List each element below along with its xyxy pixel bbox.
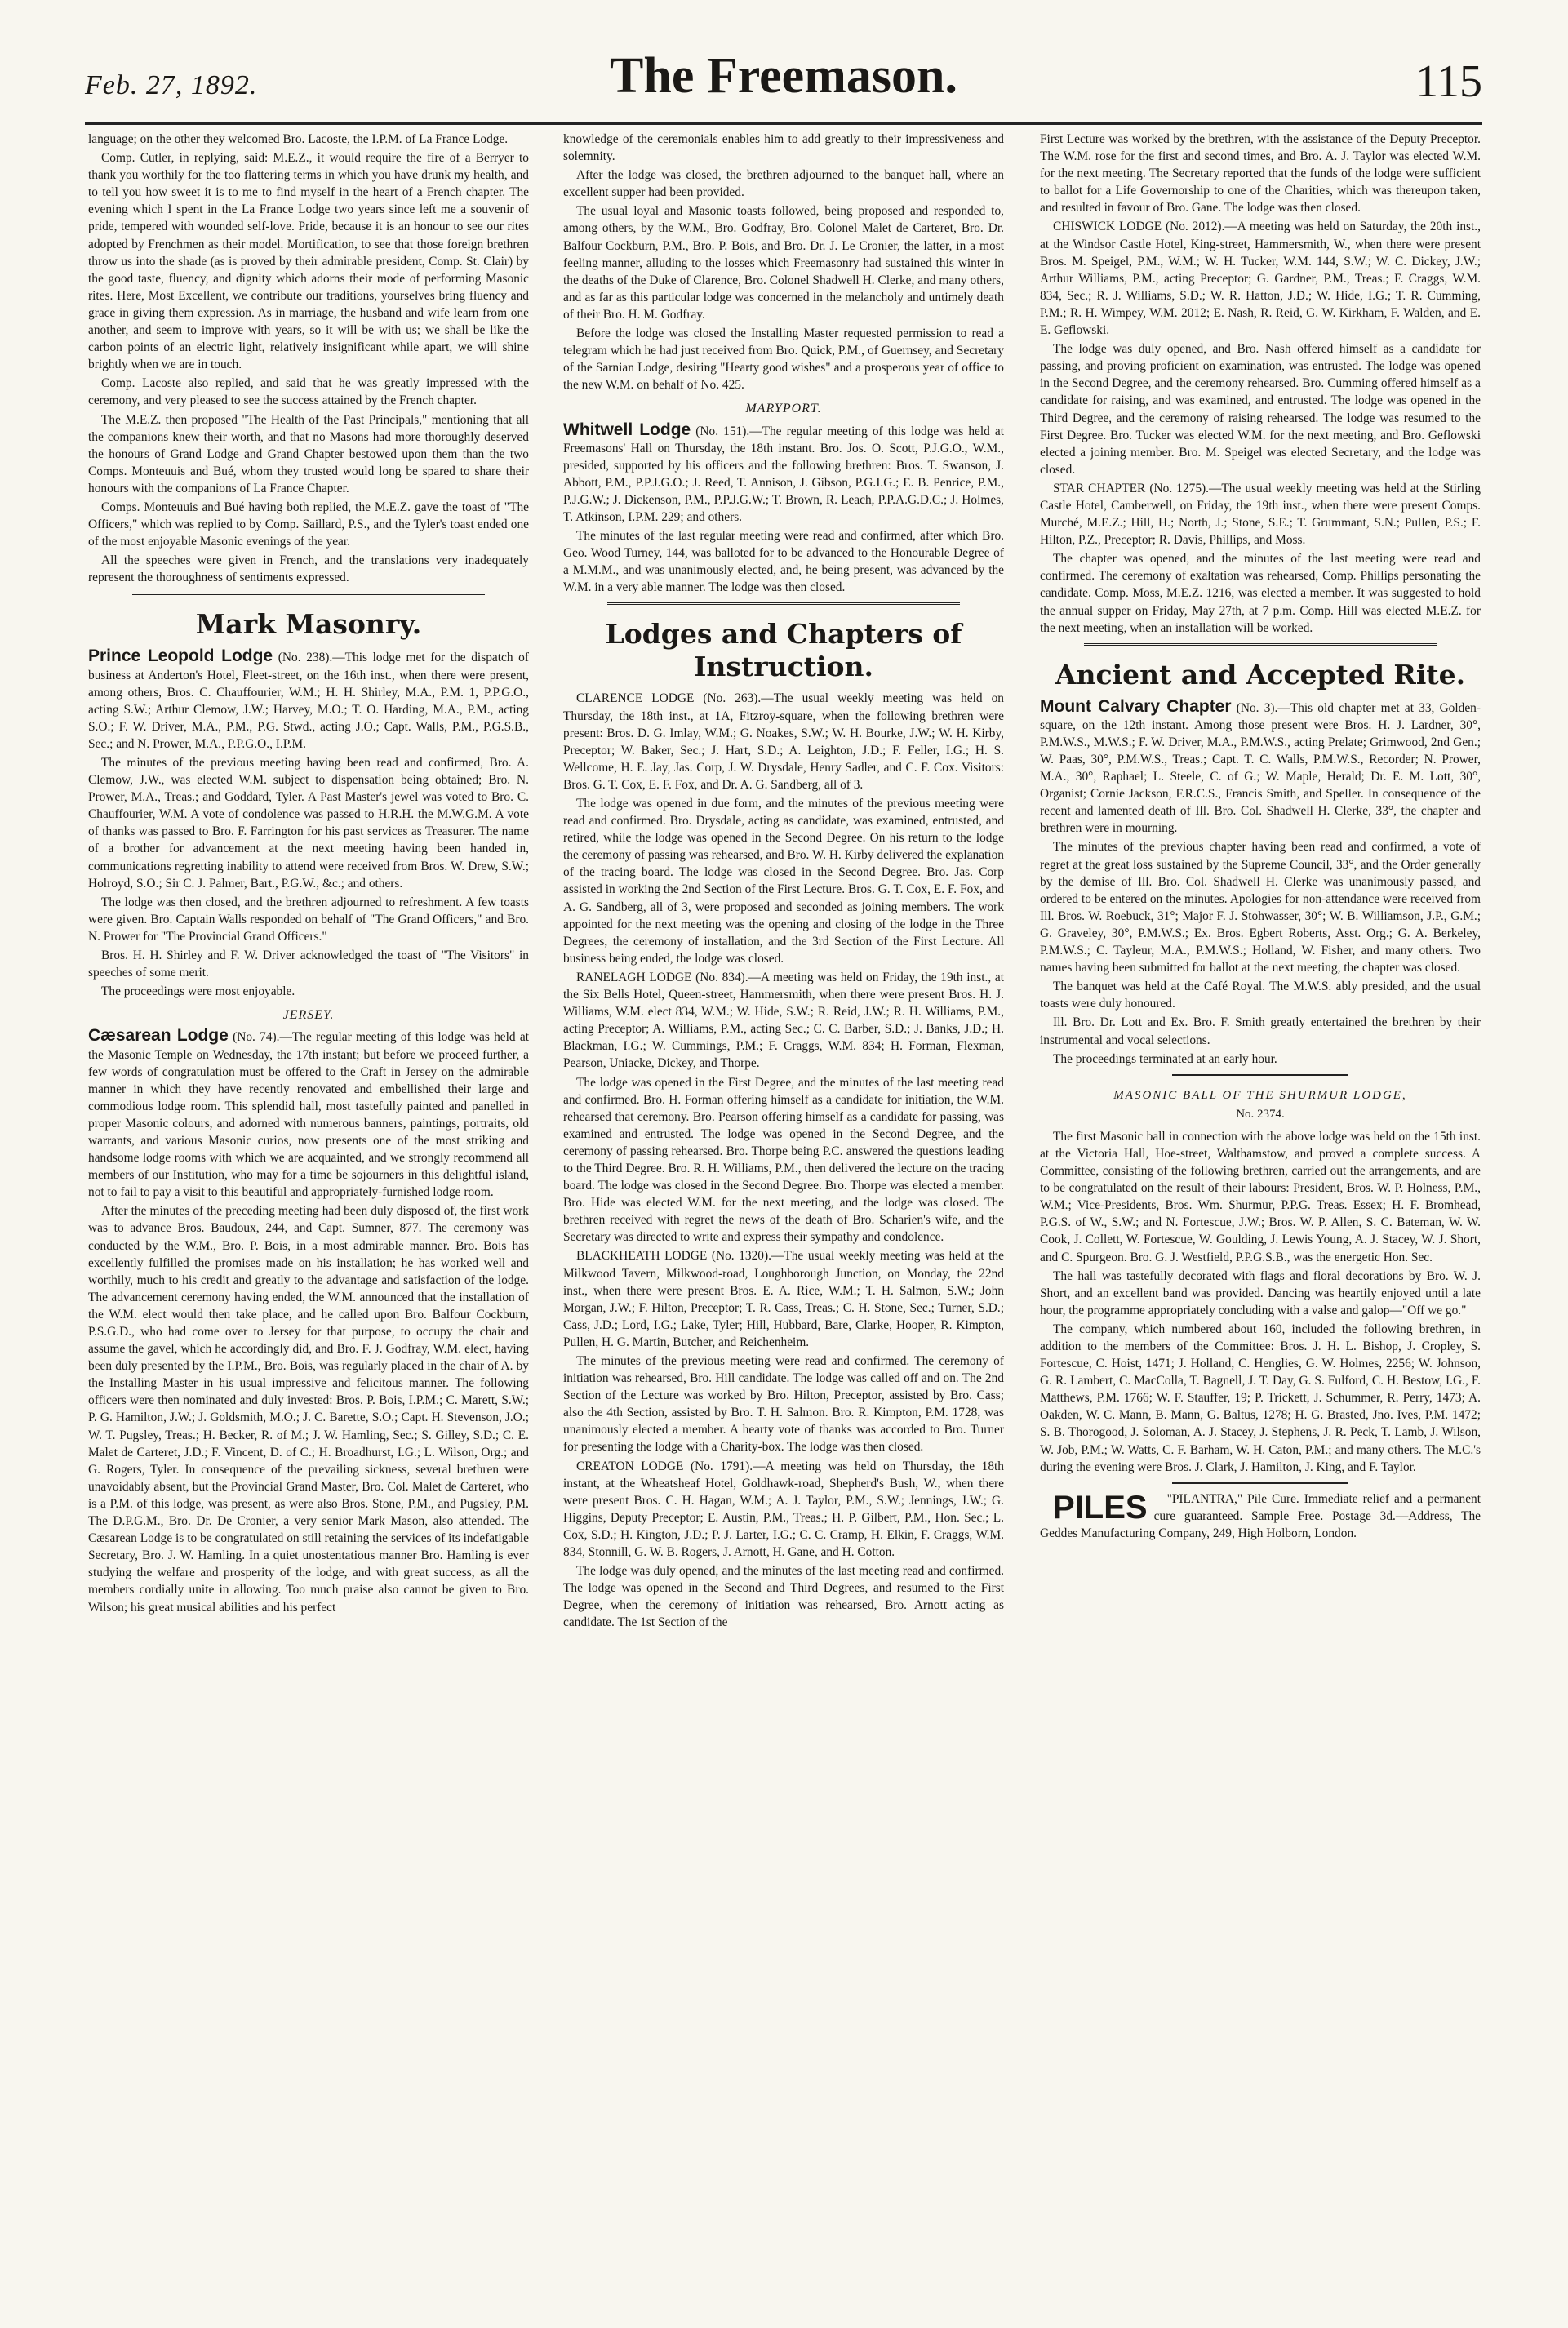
paragraph: The lodge was duly opened, and Bro. Nash offered himself as a candidate for passing, and proving proficient on examination, was entrusted. The lodge was opened in the Second Degree, and the ceremony rehearsed. Bro. Cumming offered himself as a candidate for raising, and was examined, and entrusted. The lodge was opened in the Third Degree, and the ceremony of raising rehearsed. The lodge was resumed to the First Degree. Bro. Tucker was elected W.M. for the next meeting, and Bro. Geflowski elected a joining member. Bro. M. Speigel was elected Secretary, and the lodge was closed. [1040, 342, 1481, 477]
paragraph: The usual loyal and Masonic toasts followed, being proposed and responded to, among others, by the W.M., Bro. Godfray, Bro. Colonel Malet de Carteret, Bro. Dr. Balfour Cockburn, P.M., Bro. P. Bois, and Bro. Dr. J. Le Cronier, the latter, in a most feeling manner, alluding to the losses which Freemasonry had sustained this winter in the deaths of the Duke of Clarence, Bro. Colonel Shadwell H. Clerke, and many others, and as far as this particular lodge was concerned in the melancholy and untimely death of their Bro. H. M. Godfray. [563, 204, 1004, 322]
paragraph: After the minutes of the preceding meeting had been duly disposed of, the first work was to advance Bros. Baudoux, 244, and Capt. Sumner, 877. The ceremony was conducted by the W.M., Bro. P. Bois, in a most admirable manner. Bro. Bois has excellently fulfilled the promises made on his installation; he has worked well and worthily, much to his credit and greatly to the advantage and satisfaction of the lodge. The advancement ceremony having ended, the W.M. announced that the installation of the W.M. elect would then take place, and he called upon Bro. Balfour Cockburn, P.S.G.D., who had come over to Jersey for that purpose, to occupy the chair and assume the gavel, which he accordingly did, and Bro. F. J. Godfray, W.M. elect, having been duly presented by the I.P.M., Bro. Bois, was regularly placed in the chair of A. by the Installing Master in his usual impressive and felicitous manner. The following officers were then nominated and duly invested: Bros. P. Bois, I.P.M.; C. Marett, S.W.; P. G. Hamilton, J.W.; J. Goldsmith, M.O.; J. C. Barette, S.O.; Capt. H. Stevenson, J.O.; W. T. Pugsley, Treas.; H. Becker, R. of M.; J. W. Hamling, Sec.; S. Gilley, S.D.; C. E. Malet de Carteret, J.D.; F. Vincent, D. of C.; H. Broadhurst, I.G.; L. Wilson, Org.; and G. Rogers, Tyler. In consequence of the prevailing sickness, several brethren were unavoidably absent, but the Provincial Grand Master, Bro. Col. Malet de Carteret, who is a P.M. of this lodge, was present, as were also Bros. Stone, P.M., and Pugsley, P.M. The D.P.G.M., Bro. Dr. De Cronier, a very senior Mark Mason, also attended. The Cæsarean Lodge is to be congratulated on still retaining the services of its indefatigable Secretary, Bro. J. W. Hamling. In a quiet unostentatious manner Bro. Hamling is ever studying the welfare and prosperity of the lodge, and with great success, as all the members cordially unite in allowing. Too much praise also cannot be given to Bro. Wilson; his great musical abilities and his perfect [88, 1204, 529, 1615]
section-heading-lodges-of-instruction: Lodges and Chapters of Instruction. [605, 618, 962, 683]
paragraph: After the lodge was closed, the brethren adjourned to the banquet hall, where an excellent supper had been provided. [563, 168, 1004, 200]
paragraph: The company, which numbered about 160, included the following brethren, in addition to the members of the Committee: Bros. J. H. L. Bishop, J. Cropley, S. Fortescue, C. Hoist, 1471; J. Holland, C. Henglies, G. W. Holmes, 2256; W. Johnson, G. R. Lambert, C. MacColla, T. Bagnell, J. T. Day, G. S. Fulford, C. H. Bestow, I.G., F. Matthews, P.M. 1766; W. F. Stauffer, 19; P. Trickett, J. Schummer, R. Perry, 1473; A. Oakden, W. C. Mann, B. Mann, G. Baltus, 1278; H. G. Brasted, Jno. Ives, P.M. 1472; S. B. Thorogood, J. Soloman, A. J. Stacey, J. Stephens, J. R. Peck, T. Lamb, J. Wilson, W. Job, P.M.; W. Watts, C. F. Barham, W. H. Caton, P.M.; and many others. The M.C.'s during the evening were Bros. J. Clark, J. Hamilton, J. King, and F. Taylor. [1040, 1322, 1481, 1474]
lodge-report [88, 647, 529, 753]
paragraph: (No. 238).—This lodge met for the dispatch of business at Anderton's Hotel, Fleet-street, on the 16th inst., when there were present, among others, Bros. C. Chauffourier, W.M.; H. H. Shirley, M.A., P.M. 1, P.P.G.O., acting S.W.; Arthur Clemow, J.W.; Harvey, M.O.; T. O. Harding, M.A., P.M., acting S.O.; F. W. Driver, M.A., P.M., P.G. Stwd., acting J.O.; Capt. Walls, P.M., P.G.S.B., Sec.; and N. Prower, M.A., P.P.G.O., I.P.M. [88, 651, 529, 751]
paragraph: The proceedings were most enjoyable. [101, 984, 295, 999]
paragraph: The minutes of the previous meeting having been read and confirmed, Bro. A. Clemow, J.W., was elected W.M. subject to dispensation being obtained; Bro. N. Prower, M.A., Treas.; and Goddard, Tyler. A Past Master's jewel was voted to Bro. C. Chauffourier, W.M. A vote of condolence was passed to H.R.H. the M.W.G.M. A vote of thanks was passed to Bro. F. Farrington for his past services as Treasurer. The name of a brother for advancement at the next meeting having been handed in, communications regretting inability to attend were received from Bros. W. Drew, S.W.; Holroyd, S.O.; Sir C. J. Palmer, Bart., P.G.W., &c.; and others. [88, 756, 529, 891]
section-rule [132, 593, 485, 598]
paragraph: language; on the other they welcomed Bro. Lacoste, the I.P.M. of La France Lodge. [88, 132, 509, 146]
lodge-report [563, 421, 1004, 526]
paragraph: All the speeches were given in French, and the translations very inadequately represent the thoroughness of sentiments expressed. [88, 553, 529, 585]
place-heading-maryport: MARYPORT. [745, 402, 822, 416]
paragraph: (No. 3).—This old chapter met at 33, Golden-square, on the 12th instant. Among those present were Bros. H. J. Lardner, 30°, P.M.W.S., M.W.S.; F. W. Driver, M.A., P.M.W.S., acting Prelate; Grimwood, 2nd Gen.; W. Paas, 30°, P.M.W.S., Treas.; Capt. T. C. Walls, P.M.W.S., Recorder; N. Prower, M.A., 30°, Raphael; L. Steele, C. of G.; W. Maple, Herald; Dr. E. M. Lott, 30°, Organist; Cornie Jackson, F.R.C.S., Francis Smith, and Speller. In consequence of the recent and lamented death of Ill. Bro. Col. Shadwell H. Clerke, 33°, the chapter and brethren were in mourning. [1040, 700, 1481, 836]
chapter-name: Mount Calvary Chapter [1040, 696, 1232, 716]
paragraph: The hall was tastefully decorated with flags and floral decorations by Bro. W. J. Short, and an excellent band was provided. Dancing was heartily enjoyed until a late hour, the programme appropriately concluding with a valse and galop—"Off we go." [1040, 1268, 1481, 1317]
ad-text: "PILANTRA," Pile Cure. Immediate relief and a permanent cure guaranteed. Sample Free. Postage 3d.—Address, The Geddes Manufacturing Company, 249, High Holborn, London. [1040, 1491, 1481, 1540]
paragraph: The banquet was held at the Café Royal. The M.W.S. ably presided, and the usual toasts were duly honoured. [1040, 980, 1481, 1011]
section-heading-ancient-accepted-rite: Ancient and Accepted Rite. [1055, 658, 1466, 691]
paragraph: (No. 151).—The regular meeting of this lodge was held at Freemasons' Hall on Thursday, the 18th instant. Bro. Jos. O. Scott, P.J.G.O., W.M., presided, supported by his officers and the following brethren: Bros. T. Swanson, J. Abbott, P.M., P.P.J.G.O.; J. Reed, T. Annison, J. Gibson, P.G.I.G.; E. B. Penrice, P.M., P.J.G.W.; J. Dickenson, P.M., P.P.J.G.W.; T. Brown, R. Leach, P.P.A.G.D.C.; J. Holmes, T. Atkinson, I.P.M. 229; and others. [563, 424, 1004, 524]
paragraph: Before the lodge was closed the Installing Master requested permission to read a telegram which he had just received from Bro. Quick, P.M., of Guernsey, and Secretary of the Sarnian Lodge, desiring "Hearty good wishes" and a prosperous year of office to the new W.M. on behalf of No. 425. [563, 327, 1004, 393]
chapter-report [1040, 698, 1481, 837]
paragraph: The lodge was then closed, and the brethren adjourned to refreshment. A few toasts were given. Bro. Captain Walls responded on behalf of "The Grand Officers," and Bro. N. Prower for "The Provincial Grand Officers." [88, 895, 529, 944]
paragraph: STAR CHAPTER (No. 1275).—The usual weekly meeting was held at the Stirling Castle Hotel, Camberwell, on Friday, the 19th inst., when there were present Comps. Murché, M.E.Z.; Hill, H.; North, J.; Stone, S.E.; T. Grummant, S.N.; Pullen, P.S.; F. Hilton, P.Z., Preceptor; R. Davis, Phillips, and Moss. [1040, 481, 1481, 548]
paragraph: knowledge of the ceremonials enables him to add greatly to their impressiveness and solemnity. [563, 132, 1004, 164]
lodge-name: Whitwell Lodge [563, 420, 691, 439]
paragraph: The lodge was opened in due form, and the minutes of the previous meeting were read and confirmed. Bro. Drysdale, acting as candidate, was examined, entrusted, and retired, while the lodge was opened in the Second Degree. On his return to the lodge the ceremony of passing was rehearsed, and Bro. W. H. Kirby delivered the explanation of the tracing board. The lodge was closed in the Second Degree. Bro. Jas. Corp assisted in working the 2nd Section of the First Lecture. Bros. G. T. Cox, E. F. Fox, and A. G. Sandberg, all of 3, were proposed and seconded as joining members. The work appointed for the next meeting was the opening and closing of the lodge in the Three Degrees, the ceremony of installation, and the 3rd Section of the First Lecture. All business being ended, the lodge was closed. [563, 797, 1004, 966]
paragraph: CREATON LODGE (No. 1791).—A meeting was held on Thursday, the 18th instant, at the Wheatsheaf Hotel, Goldhawk-road, Shepherd's Bush, W., when there were present Bros. C. H. Hagan, W.M.; A. J. Taylor, P.M., S.W.; Jennings, J.W.; G. Higgins, Deputy Preceptor; E. Austin, P.M., Treas.; H. P. Gilbert, P.M., Hon. Sec.; L. Cox, S.D.; H. Kington, J.D.; P. J. Larter, I.G.; C. C. Cramp, H. Elkin, F. Craggs, W.M. 834, Stonnill, G. W. B. Rogers, J. Arnott, H. Gane, and H. Cotton. [563, 1459, 1004, 1560]
paragraph: Comps. Monteuuis and Bué having both replied, the M.E.Z. gave the toast of "The Officers," which was replied to by Comp. Saillard, P.S., and the Tyler's toast ended one of the most enjoyable Masonic evenings of the year. [88, 500, 529, 549]
issue-date: Feb. 27, 1892. [85, 70, 258, 100]
page-number: 115 [1415, 56, 1482, 107]
divider [1172, 1482, 1348, 1484]
header-rule [85, 122, 1482, 125]
paragraph: The minutes of the previous chapter having been read and confirmed, a vote of regret at the great loss sustained by the Supreme Council, 33°, and the Order generally by the demise of Ill. Bro. Col. Shadwell H. Clerke was unanimously passed, and ordered to be entered on the minutes. Apologies for non-attendance were received from Ill. Bros. W. Roebuck, 31°; Major F. J. Stohwasser, 30°; W. B. Williamson, J.P., G.M.; G. Graveley, 30°, P.M.W.S.; Ex. Bros. Egbert Roberts, Asst. Org.; G. A. Berkeley, P.M.W.S.; C. Tayleur, M.A., P.M.W.S.; Holland, W. Fisher, and many others. Two names having been submitted for ballot at the next meeting, the chapter was closed. [1040, 840, 1481, 975]
masthead-title: The Freemason. [610, 48, 957, 104]
paragraph: The chapter was opened, and the minutes of the last meeting were read and confirmed. The ceremony of exaltation was rehearsed, Comp. Phillips personating the candidate. Comp. Moss, M.E.Z. 1216, was elected a member. It was suggested to hold the annual supper on Friday, May 27th, at 7 p.m. Comp. Hill was elected M.E.Z. for the next meeting, when an installation will be worked. [1040, 552, 1481, 635]
paragraph: CHISWICK LODGE (No. 2012).—A meeting was held on Saturday, the 20th inst., at the Windsor Castle Hotel, King-street, Hammersmith, W., when there were present Bros. M. Speigel, P.M., W.M.; W. H. Tucker, W.M. 144, S.W.; W. C. Dickey, J.W.; Arthur Williams, P.M., acting Preceptor; G. Gardner, P.M., Treas.; F. Craggs, W.M. 834, Sec.; R. J. Williams, S.D.; W. R. Hatton, J.D.; W. Hide, I.G.; T. R. Cumming, P.M.; R. H. Wimpey, W.M. 2012; E. Nash, R. Reid, G. W. Kirkham, F. Walden, and E. E. Geflowski. [1040, 220, 1481, 338]
section-rule [1084, 643, 1437, 649]
paragraph: RANELAGH LODGE (No. 834).—A meeting was held on Friday, the 19th inst., at the Six Bells Hotel, Queen-street, Hammersmith, when there were present Bros. H. J. Williams, W.M. elect 834, W.M.; W. Hide, S.W.; R. Reid, J.W.; R. H. Williams, P.M., acting Preceptor; A. Williams, P.M., acting Sec.; C. C. Barber, S.D.; J. Banks, J.D.; H. Blackman, I.G.; W. Cummings, P.M.; F. Craggs, W.M. 834; H. Forman, Flexman, Pearson, Uniacke, Dickey, and Thorpe. [563, 970, 1004, 1071]
paragraph: The minutes of the last regular meeting were read and confirmed, after which Bro. Geo. Wood Turney, 144, was balloted for to be advanced to the Honourable Degree of a M.M.M., and was unanimously elected, and, he being present, was advanced by the W.M. in a very able manner. The lodge was then closed. [563, 529, 1004, 595]
section-rule [607, 602, 960, 608]
column-3 [1040, 131, 1481, 1544]
paragraph: The lodge was duly opened, and the minutes of the last meeting read and confirmed. The lodge was opened in the Second and Third Degrees, and resumed to the First Degree, when the ceremony of initiation was rehearsed, Bro. Arnott acting as candidate. The 1st Section of the [563, 1564, 1004, 1630]
paragraph: The minutes of the previous meeting were read and confirmed. The ceremony of initiation was rehearsed, Bro. Hill candidate. The lodge was called off and on. The 2nd Section of the Lecture was worked by Bro. Hilton, Preceptor, assisted by Bro. Cass; also the 4th Section, assisted by Bro. T. H. Salmon. Bro. R. Kimpton, P.M. 1728, was unanimously elected a member. A hearty vote of thanks was accorded to Bro. Turner for presenting the lodge with a Charity-box. The lodge was then closed. [563, 1354, 1004, 1455]
paragraph: Ill. Bro. Dr. Lott and Ex. Bro. F. Smith greatly entertained the brethren by their instrumental and vocal selections. [1040, 1015, 1481, 1047]
paragraph: The first Masonic ball in connection with the above lodge was held on the 15th inst. at the Victoria Hall, Hoe-street, Walthamstow, and proved a complete success. A Committee, consisting of the following brethren, carried out the arrangements, and are to be congratulated on the result of their labours: President, Bros. W. P. Holness, P.M., W.M.; Vice-Presidents, Bros. Wm. Shurmur, P.P.G. Treas. Essex; H. F. Bromhead, P.G.S. of W., S.W.; and N. Fortescue, J.W.; Bros. W. P. Allen, S. C. Bateman, W. W. Cook, J. Collett, W. Fortescue, W. Goulding, J. Lewis Young, A. J. Stacey, W. J. Short, and C. Spurgeon. Bro. G. J. Westfield, P.P.G.S.B., was the energetic Hon. Sec. [1040, 1129, 1481, 1264]
page-header [85, 47, 1482, 121]
lodge-report [88, 1027, 529, 1201]
lodge-name: Prince Leopold Lodge [88, 646, 273, 666]
paragraph: CLARENCE LODGE (No. 263).—The usual weekly meeting was held on Thursday, the 18th inst., at 1A, Fitzroy-square, when the following brethren were present: Bros. D. G. Imlay, W.M.; G. Noakes, S.W.; W. H. Bourke, J.W.; W. H. Kirby, Preceptor; W. Baker, Sec.; J. Hart, S.D.; A. Leighton, J.D.; F. Feller, I.G.; H. S. Wellcome, H. E. Jay, Jas. Corp, J. W. Drysdale, Henry Sadler, and C. F. Cox. Visitors: Bros. G. T. Cox, E. F. Fox, and Dr. A. G. Sandberg, all of 3. [563, 691, 1004, 792]
paragraph: First Lecture was worked by the brethren, with the assistance of the Deputy Preceptor. The W.M. rose for the first and second times, and Bro. A. J. Taylor was elected W.M. for the next meeting. The Secretary reported that the funds of the lodge were sufficient to ballot for a Life Governorship to one of the Charities, which was thereupon taken, and resulted in favour of Bro. Gane. The lodge was then closed. [1040, 132, 1481, 215]
section-heading-mark-masonry: Mark Masonry. [195, 608, 422, 641]
paragraph: The lodge was opened in the First Degree, and the minutes of the last meeting read and confirmed. Bro. H. Forman offering himself as a candidate for initiation, the W.M. rehearsed that ceremony. Bro. Pearson offering himself as a candidate for passing, was examined and entrusted. The lodge was opened in the Second Degree, and the ceremony of passing rehearsed. Bro. Thorpe being P.C. answered the questions leading to the Third Degree. Bro. R. H. Williams, P.M., then delivered the lecture on the tracing board. The lodge was closed in the Second Degree. Bro. Thorpe was elected a member. Bro. Hide was elected W.M. for the next meeting, and the lodge was closed. The brethren received with regret the news of the death of Bro. Scharien's wife, and the Secretary was directed to write and express their sympathy and condolence. [563, 1075, 1004, 1245]
column-1 [88, 131, 529, 1618]
ball-lodge-number: No. 2374. [1236, 1107, 1285, 1121]
ball-heading: MASONIC BALL OF THE SHURMUR LODGE, [1113, 1088, 1407, 1102]
paragraph: (No. 74).—The regular meeting of this lodge was held at the Masonic Temple on Wednesday, the 17th instant; but before we proceed further, a few words of congratulation must be offered to the Craft in Jersey on the admirable manner in which they have recently renovated and embellished their large and commodious lodge room. This splendid hall, most tastefully painted and panelled in proper Masonic colours, and adorned with numerous banners, paintings, portraits, old warrants, and various Masonic curios, now presents one of the most striking and handsome lodge rooms with which we are acquainted, and we strongly recommend all members of our Institution, who may for a time be sojourners in this delightful island, not to fail to pay a visit to this beautiful and appropriately-furnished lodge room. [88, 1030, 529, 1200]
paragraph: Bros. H. H. Shirley and F. W. Driver acknowledged the toast of "The Visitors" in speeches of some merit. [88, 949, 529, 980]
divider [1172, 1074, 1348, 1076]
paragraph: The M.E.Z. then proposed "The Health of the Past Principals," mentioning that all the companions knew their worth, and that no Masons had more thoroughly deserved the honours of Grand Lodge and Grand Chapter bestowed upon them than the two Comps. Monteuuis and Bué, whom they trusted would long be spared to share their honours with the companions of La France Chapter. [88, 412, 529, 495]
paragraph: Comp. Cutler, in replying, said: M.E.Z., it would require the fire of a Berryer to thank you worthily for the too flattering terms in which you have drunk my health, and to tell you how sweet it is to me to find myself in the heart of a French chapter. The evening which I spent in the La France Lodge two years since left me a souvenir of pride, tempered with wounded self-love. Pride, because it is an honour to see our rites adopted by Frenchmen as their model. Mortification, to see that those foreign brethren throw us into the shade (as is proved by their admirable president, Comp. St. Clair) by the good taste, fluency, and dignity which adorns their mode of performing Masonic rites. Here, Most Excellent, we contribute our traditions, yourselves bring fluency and grace in giving them expression. As in marriage, the husband and wife learn from one another, and seem to improve with years, so it will be with us; we shall be like the carbon points of an electric light, relatively insignificant while apart, we will shine brightly when we are in touch. [88, 151, 529, 372]
lodge-name: Cæsarean Lodge [88, 1026, 229, 1046]
paragraph: The proceedings terminated at an early hour. [1053, 1051, 1277, 1066]
place-heading-jersey: JERSEY. [282, 1008, 335, 1023]
paragraph: BLACKHEATH LODGE (No. 1320).—The usual weekly meeting was held at the Milkwood Tavern, Milkwood-road, Loughborough Junction, on Monday, the 22nd inst., when there were present Bros. E. A. Rice, W.M.; T. H. Salmon, S.W.; John Morgan, J.W.; F. Hilton, Preceptor; T. R. Cass, Treas.; C. H. Stone, Sec.; Turner, S.D.; Cass, J.D.; Lord, I.G.; Lake, Tyler; Hill, Hubbard, Bare, Clarke, Hooper, R. Kimpton, Pullen, H. G. Martin, Butcher, and Reichenheim. [563, 1249, 1004, 1349]
column-2 [563, 131, 1004, 1633]
paragraph: Comp. Lacoste also replied, and said that he was greatly impressed with the ceremony, and very pleased to see the success attained by the French chapter. [88, 376, 529, 408]
advertisement [1040, 1491, 1481, 1542]
ad-headline: PILES [1053, 1489, 1148, 1526]
